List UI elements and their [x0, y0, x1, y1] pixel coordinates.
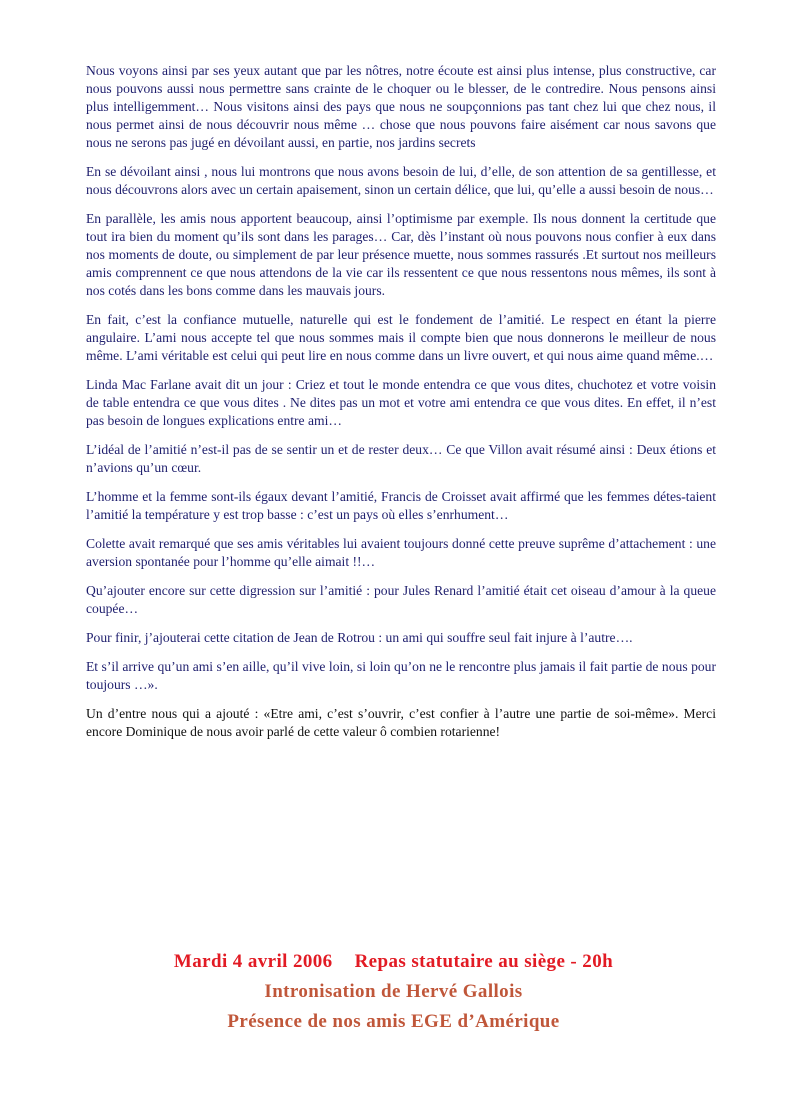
announcement-line-3: Présence de nos amis EGE d’Amérique: [227, 1011, 560, 1032]
article-body: [86, 62, 716, 752]
article-paragraph-10: Pour finir, j’ajouterai cette citation de Jean de Rotrou : un ami qui souffre seul fait injure à l’autre….: [86, 630, 633, 645]
article-paragraph-4: En fait, c’est la confiance mutuelle, naturelle qui est le fondement de l’amitié. Le respect en étant la pierre angulaire. L’ami nous accepte tel que nous sommes mais il compte bien que nous donnerons le meilleur de nous même. L’ami véritable est celui qui peut lire en nous comme dans un livre ouvert, et qui nous aime quand même.…: [86, 312, 716, 363]
announcement-event: Repas statutaire au siège - 20h: [354, 951, 614, 972]
article-paragraph-6: L’idéal de l’amitié n’est-il pas de se sentir un et de rester deux… Ce que Villon avait résumé ainsi : Deux étions et n’avions qu’un cœur.: [86, 442, 716, 475]
article-paragraph-5: Linda Mac Farlane avait dit un jour : Criez et tout le monde entendra ce que vous dites, chuchotez et votre voisin de table entendra ce que vous dites . Ne dites pas un mot et votre ami entendra ce que vous dites. En effet, il n’est pas besoin de longues explications entre ami…: [86, 377, 716, 428]
article-paragraph-9: Qu’ajouter encore sur cette digression sur l’amitié : pour Jules Renard l’amitié était cet oiseau d’amour à la queue coupée…: [86, 583, 716, 616]
article-paragraph-2: En se dévoilant ainsi , nous lui montrons que nous avons besoin de lui, d’elle, de son attention de sa gentillesse, et nous découvrons alors avec un certain apaisement, sinon un certain délice, que lui, qu’elle a aussi besoin de nous…: [86, 164, 716, 197]
article-paragraph-8: Colette avait remarqué que ses amis véritables lui avaient toujours donné cette preuve suprême d’attachement : une aversion spontanée pour l’homme qu’elle aimait !!…: [86, 536, 716, 569]
article-paragraph-1: Nous voyons ainsi par ses yeux autant que par les nôtres, notre écoute est ainsi plus intense, plus constructive, car nous pouvons aussi nous permettre sans crainte de le choquer ou le blesser, de le contredire. Nous pensons ainsi plus intelligemment… Nous visitons ainsi des pays que nous ne soupçonnions pas tant chez lui que chez nous, il nous permet ainsi de nous découvrir nous même … chose que nous pouvons faire aisément car nous savons que nous ne serons pas jugé en dévoilant aussi, en partie, nos jardins secrets: [86, 63, 716, 150]
article-closing-paragraph: Un d’entre nous qui a ajouté : «Etre ami, c’est s’ouvrir, c’est confier à l’autre une partie de soi-même». Merci encore Dominique de nous avoir parlé de cette valeur ô combien rotarienne!: [86, 706, 716, 739]
article-paragraph-7: L’homme et la femme sont-ils égaux devant l’amitié, Francis de Croisset avait affirmé que les femmes détes-taient l’amitié la température y est trop basse : c’est un pays où elles s’enrhument…: [86, 489, 716, 522]
article-paragraph-11: Et s’il arrive qu’un ami s’en aille, qu’il vive loin, si loin qu’on ne le rencontre plus jamais il fait partie de nous pour toujours …».: [86, 659, 716, 692]
announcement-line-2: Intronisation de Hervé Gallois: [264, 981, 523, 1002]
event-announcement: [0, 947, 787, 1037]
announcement-date: Mardi 4 avril 2006: [173, 951, 333, 972]
announcement-line-1: [0, 947, 787, 977]
article-paragraph-3: En parallèle, les amis nous apportent beaucoup, ainsi l’optimisme par exemple. Ils nous donnent la certitude que tout ira bien du moment qu’ils sont dans les parages… Car, dès l’instant où nous pouvons nous confier à eux dans nos moments de doute, ou simplement de par leur présence muette, nous sommes rassurés .Et surtout nos meilleurs amis comprennent ce que nous attendons de la vie car ils ressentent ce que nous ressentons nous mêmes, ils sont à nos cotés dans les bons comme dans les mauvais jours.: [86, 211, 716, 298]
